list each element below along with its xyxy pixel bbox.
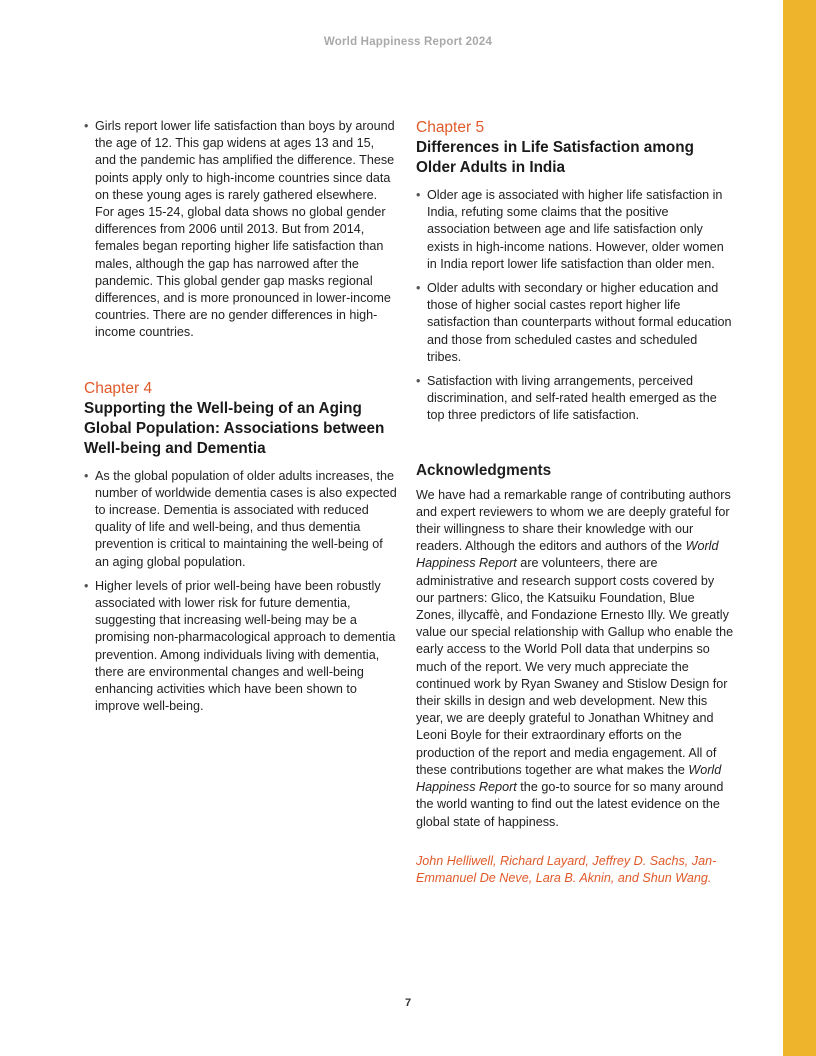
chapter5-summary-list	[416, 187, 734, 425]
report-title-italic: World Happiness Report	[416, 539, 719, 571]
ack-text-part: We have had a remarkable range of contributing authors and expert reviewers to whom we are deeply grateful for their willingness to share their knowledge with our readers. Although the editors and authors of the	[416, 487, 731, 554]
chapter4-label: Chapter 4	[84, 379, 153, 397]
list-item: • Higher levels of prior well-being have been robustly associated with lower risk for future dementia, suggesting that increasing well-being may be a promising non-pharmacological approach to dementia prevention. Among individuals living with dementia, there are environmental changes and well-being enhancing activities which have been shown to improve well-being.	[84, 578, 398, 716]
acknowledgments-body	[416, 487, 734, 831]
ack-text-part: are volunteers, there are administrative and research support costs covered by our partners: Glico, the Katsuiku Foundation, Blue Zones, illycaffè, and Fondazione Ernesto Illy. We greatly value our special relationship with Gallup who enable the early access to the World Poll data that underpins so much of the report. We very much appreciate the continued work by Ryan Swaney and Stislow Design for their skills in design and web development. New this year, we are deeply grateful to Jonathan Whitney and Leoni Boyle for their extraordinary efforts on the production of the report and media engagement. All of these contributions together are what makes the	[416, 556, 734, 777]
list-item: • As the global population of older adults increases, the number of worldwide dementia cases is also expected to increase. Dementia is associated with reduced quality of life and well-being, and thus dementia prevention is critical to maintaining the well-being of an aging global population.	[84, 468, 398, 571]
chapter4-title: Supporting the Well-being of an Aging Global Population: Associations between Well-being and Dementia	[84, 399, 385, 457]
editors-signature: John Helliwell, Richard Layard, Jeffrey D. Sachs, Jan-Emmanuel De Neve, Lara B. Aknin, and Shun Wang.	[416, 853, 717, 886]
list-item: • Girls report lower life satisfaction than boys by around the age of 12. This gap widens at ages 13 and 15, and the pandemic has amplified the difference. These points apply only to high-income countries since data on these young ages is rarely gathered elsewhere. For ages 15-24, global data shows no global gender differences from 2006 until 2013. But from 2014, females began reporting higher life satisfaction than males, although the gap has narrowed after the pandemic. This global gender gap masks regional differences, and is more pronounced in lower-income countries. There are no gender differences in high-income countries.	[84, 118, 398, 342]
list-item: • Older age is associated with higher life satisfaction in India, refuting some claims that the positive association between age and life satisfaction only exists in high-income nations. However, older women in India report lower life satisfaction than older men.	[416, 187, 734, 273]
list-item: • Older adults with secondary or higher education and those of higher social castes report higher life satisfaction than counterparts without formal education and those from scheduled castes and scheduled tribes.	[416, 280, 734, 366]
page-number: 7	[404, 997, 412, 1009]
chapter4-summary-list	[84, 468, 398, 716]
list-item: • Satisfaction with living arrangements, perceived discrimination, and self-rated health emerged as the top three predictors of life satisfaction.	[416, 373, 734, 425]
right-column	[416, 118, 734, 888]
report-title-italic: World Happiness Report	[416, 762, 722, 795]
ack-text-part: the go-to source for so many around the world wanting to find out the latest evidence on the global state of happiness.	[416, 780, 724, 829]
chapter3-summary-list	[84, 118, 398, 342]
chapter5-title: Differences in Life Satisfaction among Older Adults in India	[416, 139, 694, 176]
side-accent-bar	[783, 0, 816, 1056]
running-header: World Happiness Report 2024	[323, 36, 493, 48]
left-column	[84, 118, 398, 722]
chapter5-label: Chapter 5	[416, 119, 485, 136]
acknowledgments-title: Acknowledgments	[416, 461, 552, 479]
